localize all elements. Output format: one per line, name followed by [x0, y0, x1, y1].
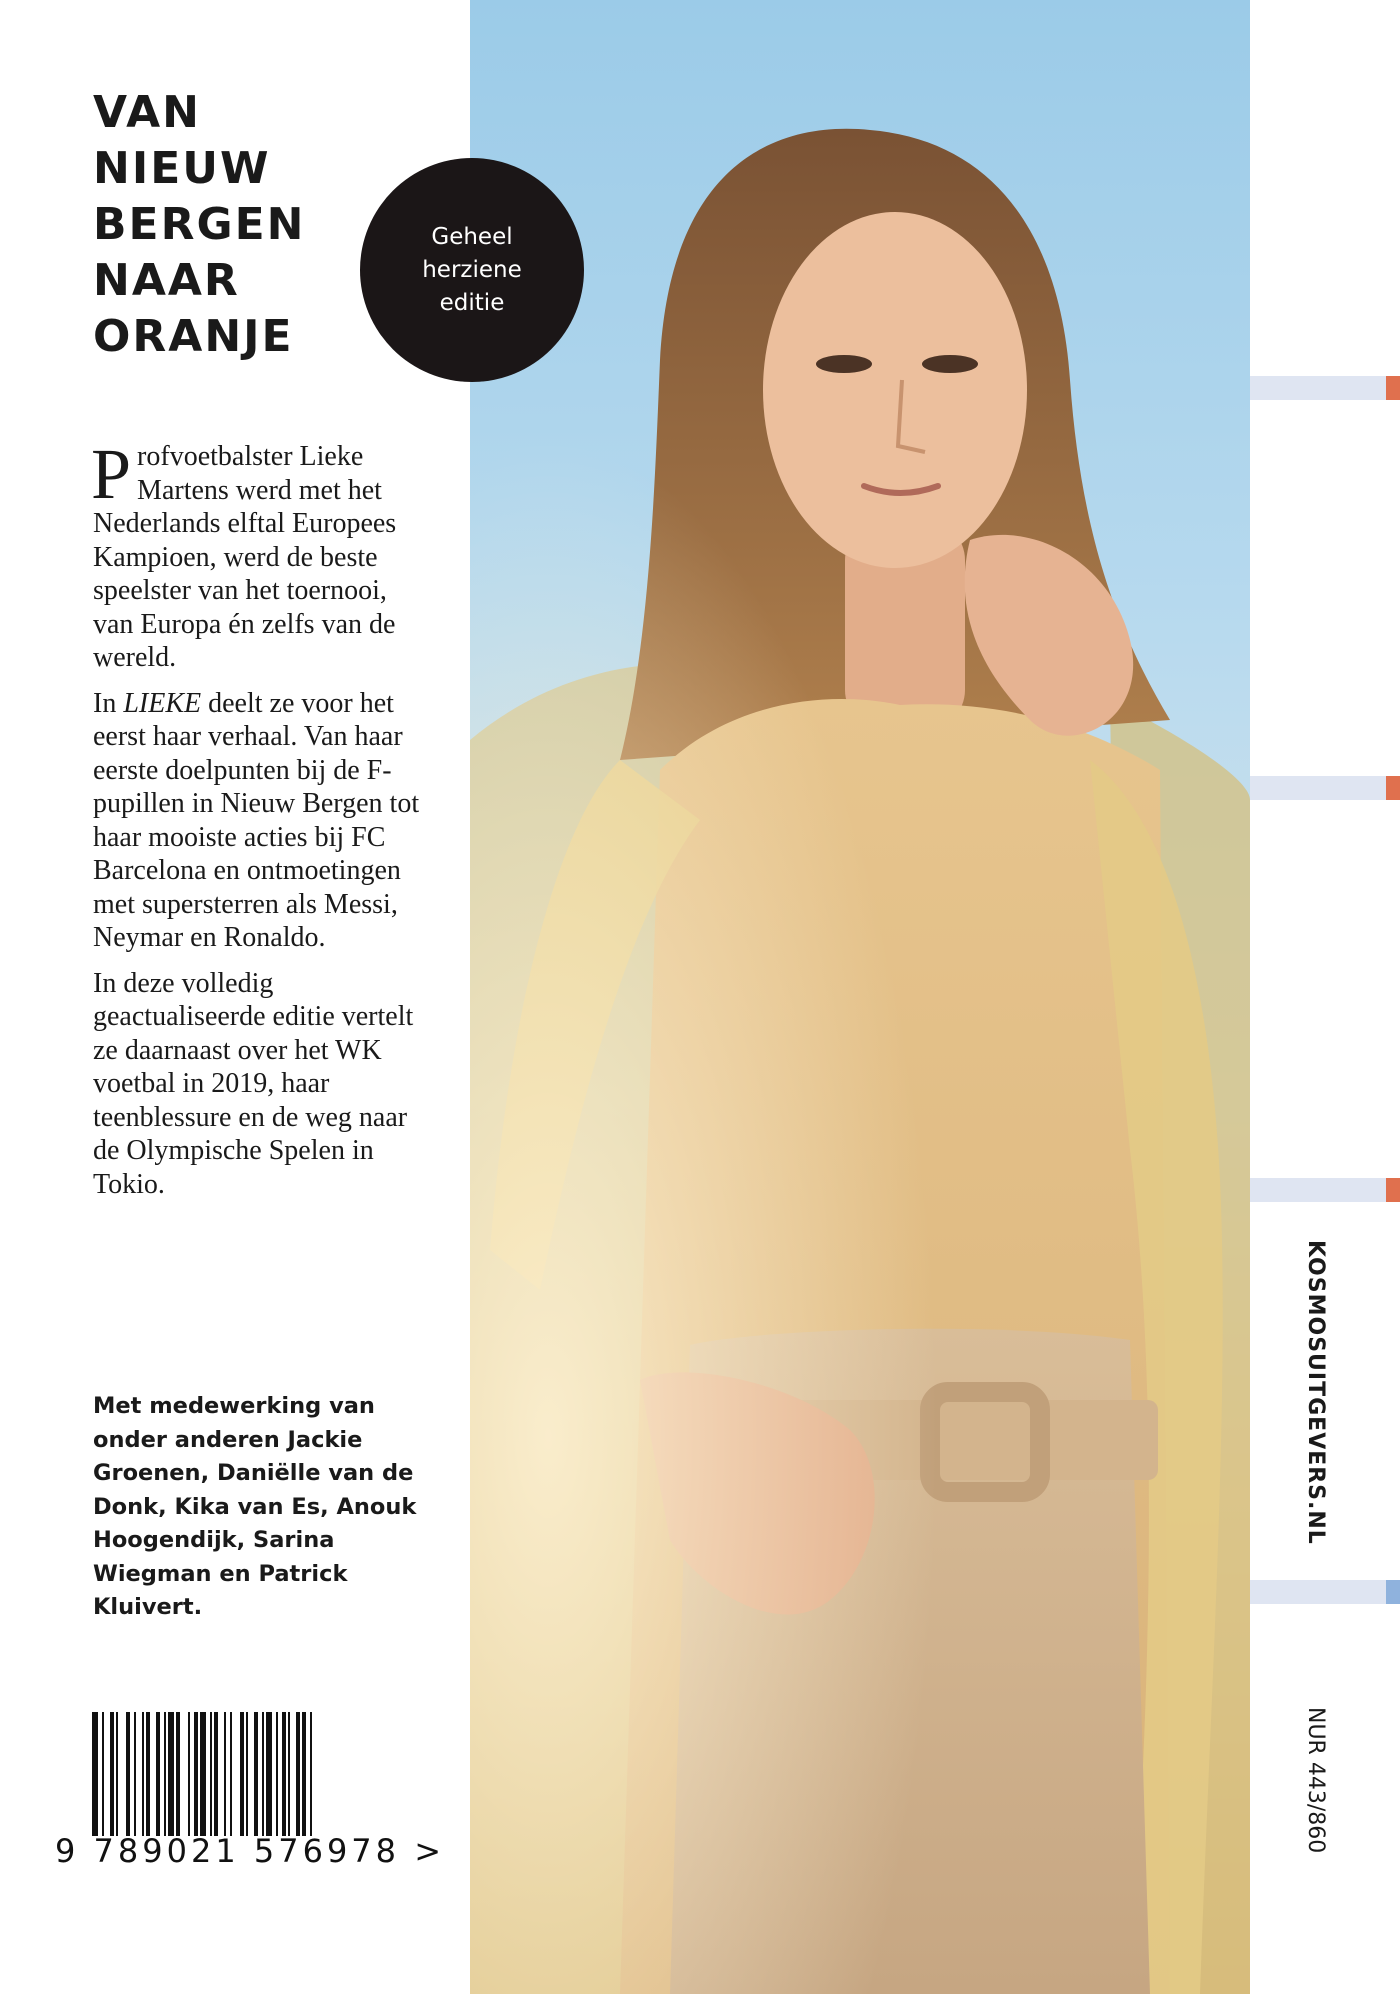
badge-line: herziene [422, 256, 522, 283]
barcode-gap [118, 1712, 126, 1836]
stripe-accent [1386, 776, 1400, 800]
title-line: VAN [93, 87, 201, 138]
title-line: NIEUW [93, 143, 271, 194]
edition-badge [360, 158, 584, 382]
barcode-gap [180, 1712, 188, 1836]
contributors-text: Met medewerking van onder anderen Jackie Groenen, Daniëlle van de Donk, Kika van Es, Anouk Hoogendijk, Sarina Wiegman en Patrick Kluivert. [93, 1393, 417, 1620]
drop-cap: P [91, 434, 132, 514]
blurb-text: deelt ze voor het eerst haar verhaal. Van haar eerste doelpunten bij de F-pupillen in Nieuw Bergen tot haar mooiste acties bij FC Barcelona en ontmoetingen met supersterren als Messi, Neymar en Ronaldo. [93, 687, 420, 953]
barcode [92, 1712, 392, 1836]
barcode-gap [232, 1712, 240, 1836]
badge-line: Geheel [431, 223, 513, 250]
blurb-paragraph-3: In deze volledig geactualiseerde editie vertelt ze daarnaast over het WK voetbal in 2019, haar teenblessure en de weg naar de Olympische Spelen in Tokio. [93, 967, 414, 1200]
cover-title [93, 85, 305, 365]
title-line: ORANJE [93, 311, 294, 362]
book-blurb [91, 434, 433, 1213]
blurb-paragraph-2 [93, 687, 433, 955]
blurb-paragraph-1 [91, 434, 433, 675]
barcode-gap [312, 1712, 318, 1836]
portrait-illustration [470, 0, 1250, 1994]
badge-line: editie [439, 289, 505, 316]
title-line: BERGEN [93, 199, 306, 250]
blurb-text: rofvoetbalster Lieke Martens werd met het Nederlands elftal Europees Kampioen, werd de beste speelster van het toernooi, van Europa én zelfs van de wereld. [93, 441, 397, 673]
isbn-number: 9 789021 576978 > [55, 1832, 445, 1870]
nur-code: NUR 443/860 [1303, 1707, 1328, 1854]
stripe-accent [1386, 376, 1400, 400]
spine-stripe [1250, 1580, 1400, 1604]
book-title-italic: LIEKE [123, 687, 202, 719]
spine-stripe [1250, 776, 1400, 800]
spine-stripe [1250, 1178, 1400, 1202]
blurb-text: In [93, 687, 124, 719]
cover-photo [470, 0, 1250, 1994]
stripe-accent [1386, 1178, 1400, 1202]
spine-strip [1250, 0, 1400, 1994]
title-line: NAAR [93, 255, 240, 306]
spine-stripe [1250, 376, 1400, 400]
publisher-website: KOSMOSUITGEVERS.NL [1303, 1240, 1328, 1545]
stripe-accent [1386, 1580, 1400, 1604]
